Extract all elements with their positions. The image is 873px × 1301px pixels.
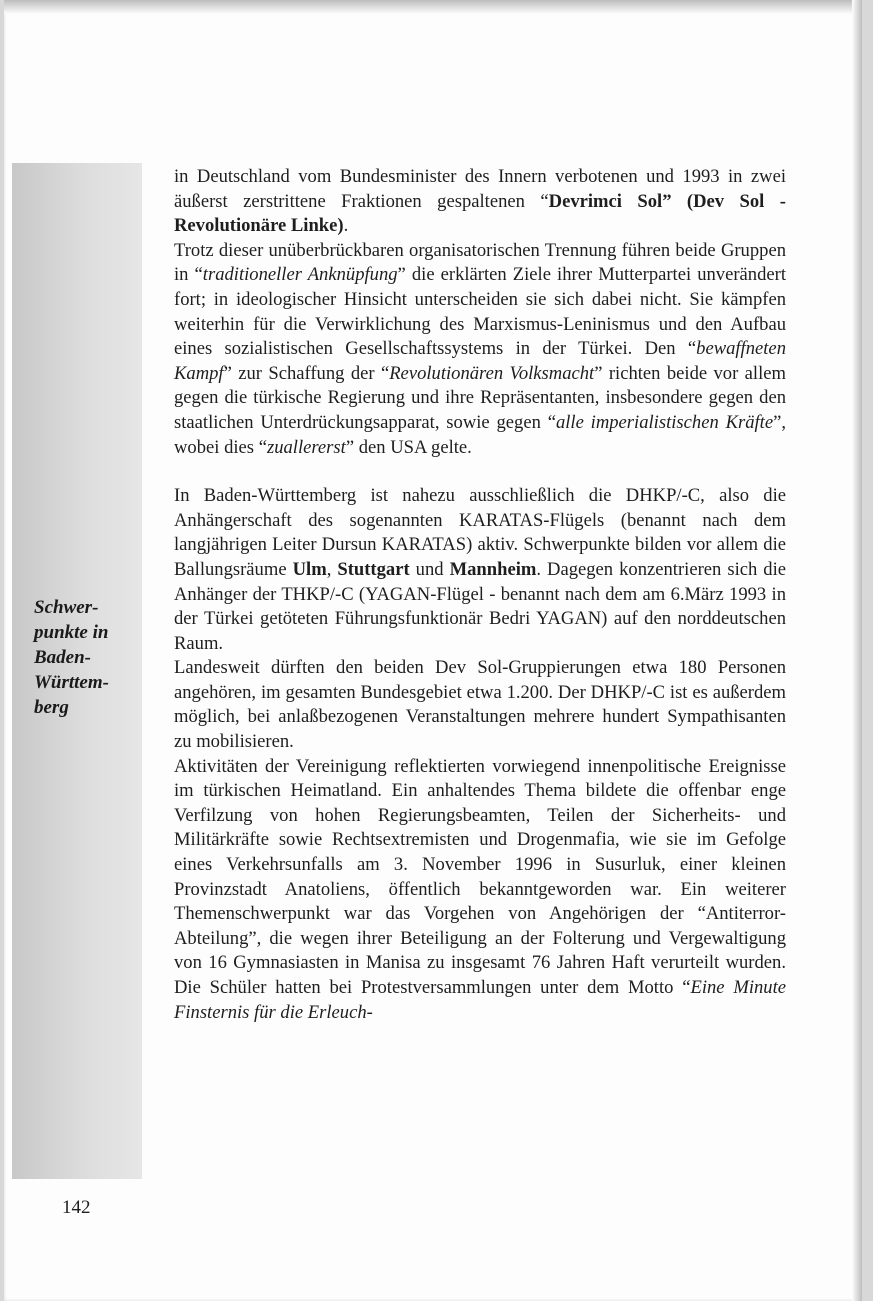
italic-run: traditioneller Anknüpfung (202, 264, 398, 286)
text-run: und (409, 558, 450, 580)
italic-run: Eine Minute Finsternis für die Erleuch- (174, 977, 787, 1023)
text-run: in Deutschland vom Bundesminister des Innern verbotenen und 1993 in zwei äußerst zerstrittene Fraktionen gespaltenen “ (174, 166, 786, 212)
bold-run: Devrimci Sol” (Dev Sol - Revolutionäre Linke) (174, 190, 786, 237)
paragraph (174, 656, 786, 754)
margin-heading-line: Baden- (34, 647, 91, 668)
paragraph (174, 165, 786, 239)
margin-heading-line: berg (34, 697, 69, 718)
bold-run: Ulm (292, 558, 327, 580)
text-run: , (326, 558, 338, 580)
italic-run: Revolutionären Volksmacht (389, 362, 595, 384)
text-run: ” den USA gelte. (345, 436, 472, 458)
margin-heading (34, 595, 139, 720)
bold-run: Mannheim (449, 558, 537, 580)
bold-run: Stuttgart (337, 558, 410, 580)
text-run: In Baden-Württemberg ist nahezu ausschließlich die DHKP/-C, also die Anhängerschaft des sogenannten KARATAS-Flügels (benannt nach dem langjährigen Leiter Dursun KARATAS) aktiv. Schwerpunkte bilden vor allem die Ballungsräume (174, 485, 786, 580)
text-run: ” die erklärten Ziele ihrer Mutterpartei unverändert fort; in ideologischer Hinsicht unterscheiden sie sich dabei nicht. Sie kämpfen weiterhin für die Verwirklichung des Marxismus-Leninismus und den Aufbau eines sozialistischen Gesellschaftssystems in der Türkei. Den “ (174, 264, 787, 360)
text-run: Trotz dieser unüberbrückbaren organisatorischen Trennung führen beide Gruppen in “ (174, 239, 786, 286)
document-page (4, 0, 862, 1301)
text-run: . (343, 215, 349, 237)
paragraph (174, 239, 786, 460)
paragraph (174, 755, 786, 1026)
scan-right-shadow (852, 0, 862, 1301)
italic-run: bewaffneten Kampf (174, 338, 786, 384)
page-number: 142 (62, 1197, 91, 1218)
margin-heading-line: punkte in (34, 622, 109, 643)
text-run: . Dagegen konzentrieren sich die Anhänger der THKP/-C (YAGAN-Flügel - benannt nach dem am 6.März 1993 in der Türkei getöteten Führungsfunktionär Bedri YAGAN) auf den norddeutschen Raum. (174, 558, 787, 654)
margin-heading-line: Schwer- (34, 597, 99, 618)
text-run: Landesweit dürften den beiden Dev Sol-Gruppierungen etwa 180 Personen angehören, im gesamten Bundesgebiet etwa 1.200. Der DHKP/-C ist es außerdem möglich, bei anlaßbezogenen Veranstaltungen mehrere hundert Sympathisanten zu mobilisieren. (174, 657, 786, 753)
text-run: ”, wobei dies “ (174, 411, 786, 458)
text-run: ” zur Schaffung der “ (223, 362, 390, 384)
scan-top-shadow (4, 0, 862, 14)
italic-run: zuallererst (266, 436, 346, 458)
margin-heading-line: Württem- (34, 672, 109, 693)
italic-run: alle imperialistischen Kräfte (555, 411, 774, 433)
text-run: ” richten beide vor allem gegen die türkische Regierung und ihre Repräsentanten, insbesondere gegen den staatlichen Unterdrückungsapparat, sowie gegen “ (174, 362, 786, 433)
text-run: Aktivitäten der Vereinigung reflektierten vorwiegend innenpolitische Ereignisse im türkischen Heimatland. Ein anhaltendes Thema bildete die offenbar enge Verfilzung von hohen Regierungsbeamten, Teilen der Sicherheits- und Militärkräfte sowie Rechtsextremisten und Drogenmafia, wie sie im Gefolge eines Verkehrsunfalls am 3. November 1996 in Susurluk, einer kleinen Provinzstadt Anatoliens, öffentlich bekanntgeworden war. Ein weiterer Themenschwerpunkt war das Vorgehen von Angehörigen der “Antiterror-Abteilung”, die wegen ihrer Beteiligung an der Folterung und Vergewaltigung von 16 Gymnasiasten in Manisa zu insgesamt 76 Jahren Haft verurteilt wurden. Die Schüler hatten bei Protestversammlungen unter dem Motto “ (174, 755, 786, 998)
body-text (174, 165, 786, 1025)
paragraph (174, 484, 786, 656)
